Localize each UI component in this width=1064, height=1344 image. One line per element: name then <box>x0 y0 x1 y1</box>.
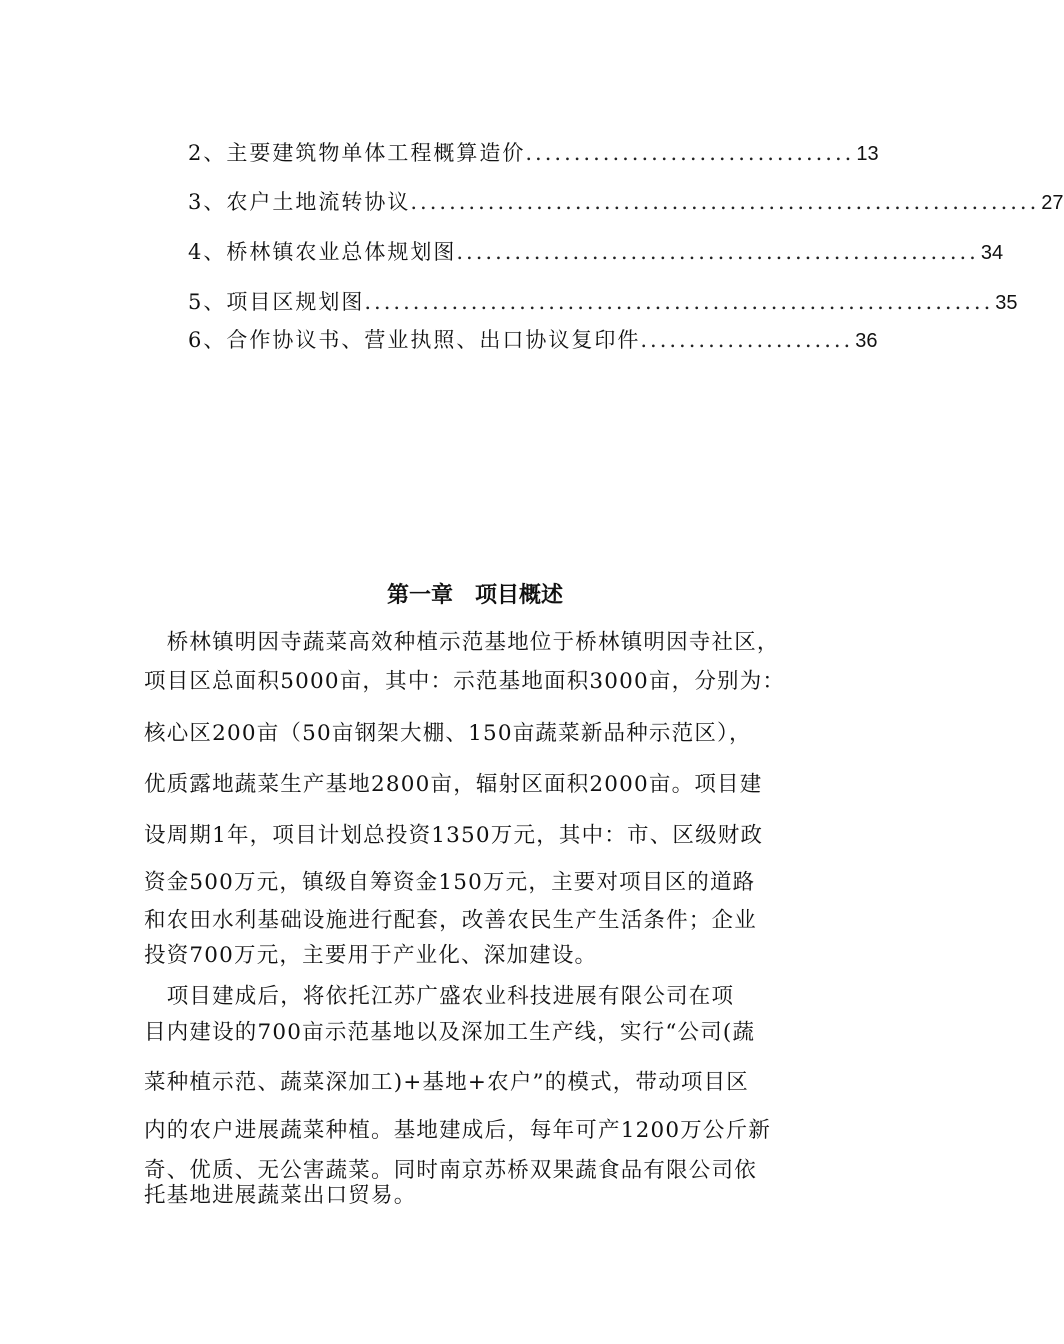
toc-page-number: 27 <box>1041 192 1064 214</box>
toc-page-number: 34 <box>980 242 1004 264</box>
body-text-line: 托基地进展蔬菜出口贸易。 <box>144 1183 417 1208</box>
body-text-line: 优质露地蔬菜生产基地2800亩，辐射区面积2000亩。项目建 <box>144 772 763 797</box>
body-text-line: 设周期1年，项目计划总投资1350万元，其中：市、区级财政 <box>144 823 764 848</box>
body-text-line: 菜种植示范、蔬菜深加工)+基地+农户”的模式，带动项目区 <box>144 1070 750 1095</box>
toc-page-number: 13 <box>856 143 879 165</box>
body-text-line: 核心区200亩（50亩钢架大棚、150亩蔬菜新品种示范区）， <box>144 721 752 746</box>
body-text-line: 目内建设的700亩示范基地以及深加工生产线，实行“公司(蔬 <box>144 1020 756 1045</box>
toc-entry-title: 4、桥林镇农业总体规划图 <box>188 240 457 264</box>
body-text-line: 内的农户进展蔬菜种植。基地建成后，每年可产1200万公斤新 <box>144 1118 772 1143</box>
toc-leader-dots: .................................. <box>525 141 855 165</box>
body-text-line: 项目区总面积5000亩，其中：示范基地面积3000亩，分别为： <box>144 669 786 694</box>
body-text-line: 奇、优质、无公害蔬菜。同时南京苏桥双果蔬食品有限公司依 <box>144 1158 757 1183</box>
toc-entry-title: 6、合作协议书、营业执照、出口协议复印件 <box>188 328 641 352</box>
toc-leader-dots: ...................... <box>640 328 854 352</box>
toc-page-number: 36 <box>855 330 878 352</box>
toc-entry-title: 3、农户土地流转协议 <box>188 190 411 214</box>
body-text-line: 项目建成后，将依托江苏广盛农业科技进展有限公司在项 <box>144 984 735 1009</box>
toc-entry-title: 2、主要建筑物单体工程概算造价 <box>188 141 526 165</box>
body-text-line: 和农田水利基础设施进行配套，改善农民生产生活条件；企业 <box>144 908 757 933</box>
toc-leader-dots: ................................................................. <box>410 190 1040 214</box>
toc-leader-dots: ...................................................... <box>456 240 979 264</box>
toc-entry[interactable] <box>188 137 879 167</box>
toc-leader-dots: ................................................................. <box>364 290 994 314</box>
toc-entry[interactable] <box>188 186 1064 216</box>
toc-entry[interactable] <box>188 324 878 354</box>
toc-entry[interactable] <box>188 286 1018 316</box>
body-text-line: 资金500万元，镇级自筹资金150万元，主要对项目区的道路 <box>144 870 756 895</box>
toc-entry[interactable] <box>188 236 1004 266</box>
chapter-title: 第一章 项目概述 <box>386 582 563 607</box>
body-text-line: 投资700万元，主要用于产业化、深加建设。 <box>144 943 598 968</box>
body-text-line: 桥林镇明因寺蔬菜高效种植示范基地位于桥林镇明因寺社区， <box>144 630 780 655</box>
toc-page-number: 35 <box>995 292 1018 314</box>
toc-entry-title: 5、项目区规划图 <box>188 290 365 314</box>
